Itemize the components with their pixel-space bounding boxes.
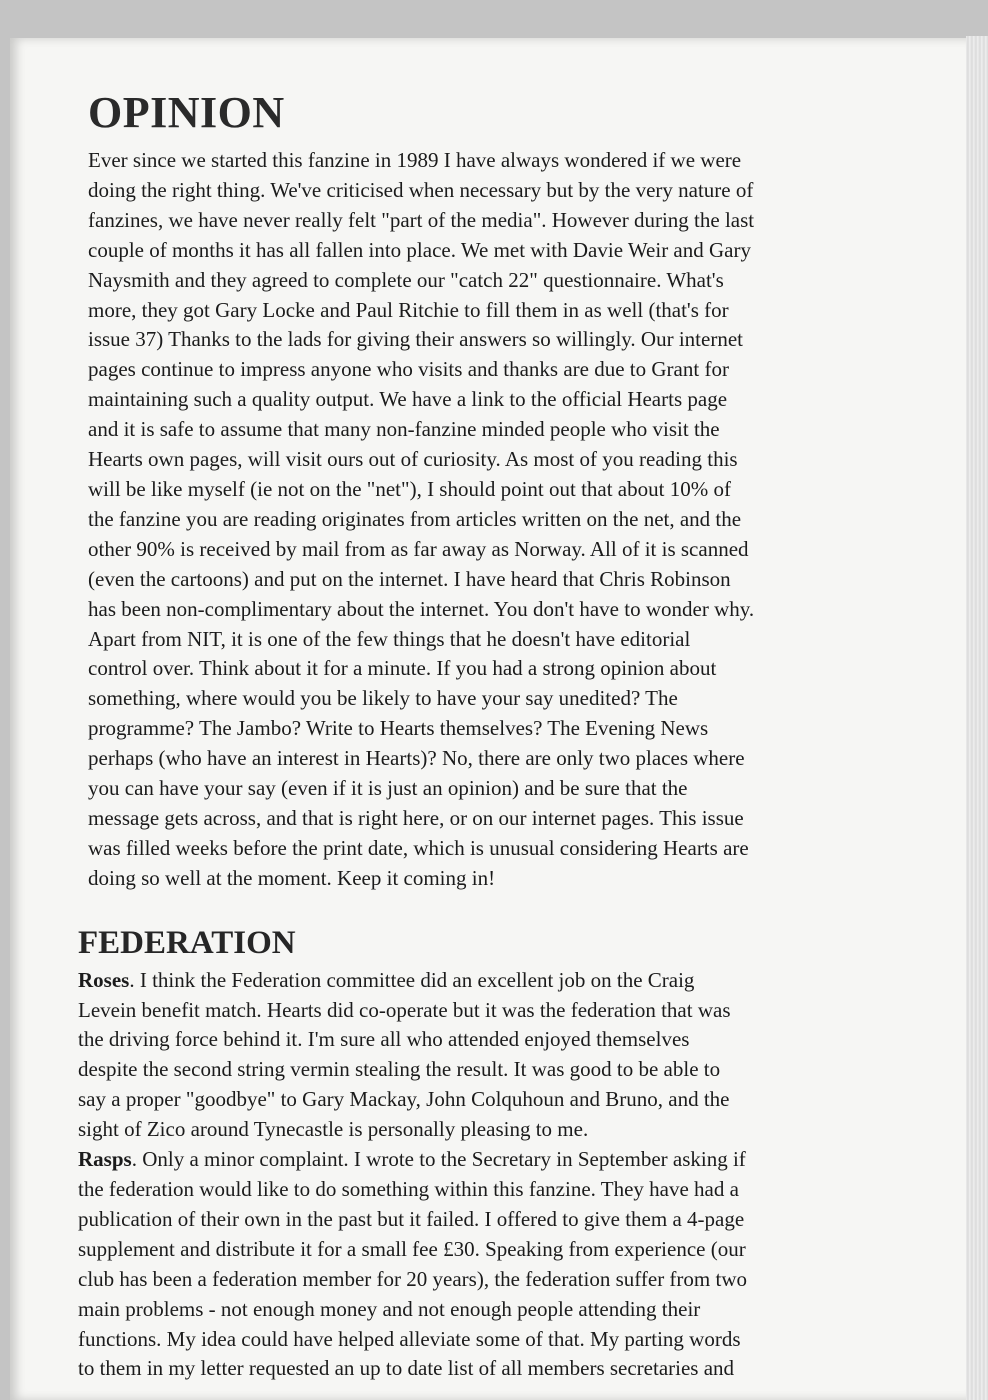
text-line: publication of their own in the past but it failed. I offered to give them a 4-page [78,1206,745,1231]
text-line: functions. My idea could have helped alleviate some of that. My parting words [78,1326,741,1351]
text-line: main problems - not enough money and not enough people attending their [78,1296,701,1321]
text-line: will be like myself (ie not on the "net"), I should point out that about 10% of [88,476,731,501]
text-line: (even the cartoons) and put on the internet. I have heard that Chris Robinson [88,566,731,591]
text-line: something, where would you be likely to have your say unedited? The [88,686,678,711]
text-line: more, they got Gary Locke and Paul Ritchie to fill them in as well (that's for [88,297,729,322]
text-line: to them in my letter requested an up to date list of all members secretaries and [78,1356,735,1381]
text-line: doing the right thing. We've criticised when necessary but by the very nature of [88,177,754,202]
page-edge [966,36,988,1400]
text-line: say a proper "goodbye" to Gary Mackay, John Colquhoun and Bruno, and the [78,1087,730,1112]
text-line: pages continue to impress anyone who visits and thanks are due to Grant for [88,357,729,382]
text-line: the fanzine you are reading originates from articles written on the net, and the [88,506,742,531]
text-line: other 90% is received by mail from as far away as Norway. All of it is scanned [88,536,749,561]
opinion-paragraph [78,146,920,894]
rasps-first-line [78,1145,920,1175]
rasps-paragraph [78,1145,920,1384]
text-line: couple of months it has all fallen into place. We met with Davie Weir and Gary [88,237,751,262]
roses-lead: Roses [78,967,130,992]
text-line: Naysmith and they agreed to complete our "catch 22" questionnaire. What's [88,267,724,292]
text-line: control over. Think about it for a minute. If you had a strong opinion about [88,656,717,681]
roses-paragraph [78,966,920,1145]
text-line: perhaps (who have an interest in Hearts)? No, there are only two places where [88,746,745,771]
text-line: message gets across, and that is right here, or on our internet pages. This issue [88,805,744,830]
text-line: has been non-complimentary about the internet. You don't have to wonder why. [88,596,755,621]
federation-heading: FEDERATION [78,924,296,961]
text-line: sight of Zico around Tynecastle is personally pleasing to me. [78,1117,589,1142]
text-line: fanzines, we have never really felt "part of the media". However during the last [88,207,755,232]
text-line: the driving force behind it. I'm sure all who attended enjoyed themselves [78,1027,690,1052]
article-body [78,82,920,1384]
text-line: club has been a federation member for 20 years), the federation suffer from two [78,1266,748,1291]
text-line: and it is safe to assume that many non-fanzine minded people who visit the [88,417,720,442]
text-line: Apart from NIT, it is one of the few things that he doesn't have editorial [88,626,691,651]
rasps-first-line-text: . Only a minor complaint. I wrote to the Secretary in September asking if [131,1147,746,1172]
roses-first-line-text: . I think the Federation committee did an excellent job on the Craig [129,967,695,992]
text-line: supplement and distribute it for a small fee £30. Speaking from experience (our [78,1236,746,1261]
text-line: Hearts own pages, will visit ours out of curiosity. As most of you reading this [88,447,738,472]
text-line: Ever since we started this fanzine in 1989 I have always wondered if we were [88,148,742,172]
text-line: the federation would like to do something within this fanzine. They have had a [78,1177,739,1201]
text-line: despite the second string vermin stealing the result. It was good to be able to [78,1057,721,1082]
text-line: was filled weeks before the print date, which is unusual considering Hearts are [88,835,749,860]
text-line: doing so well at the moment. Keep it coming in! [88,865,496,890]
text-line: programme? The Jambo? Write to Hearts themselves? The Evening News [88,716,709,741]
text-line: you can have your say (even if it is just an opinion) and be sure that the [88,776,688,801]
roses-first-line [78,966,920,996]
opinion-heading: OPINION [88,88,285,137]
text-line: issue 37) Thanks to the lads for giving their answers so willingly. Our internet [88,327,743,352]
text-line: maintaining such a quality output. We have a link to the official Hearts page [88,387,728,412]
text-line: Levein benefit match. Hearts did co-operate but it was the federation that was [78,997,731,1022]
rasps-lead: Rasps [78,1147,132,1172]
